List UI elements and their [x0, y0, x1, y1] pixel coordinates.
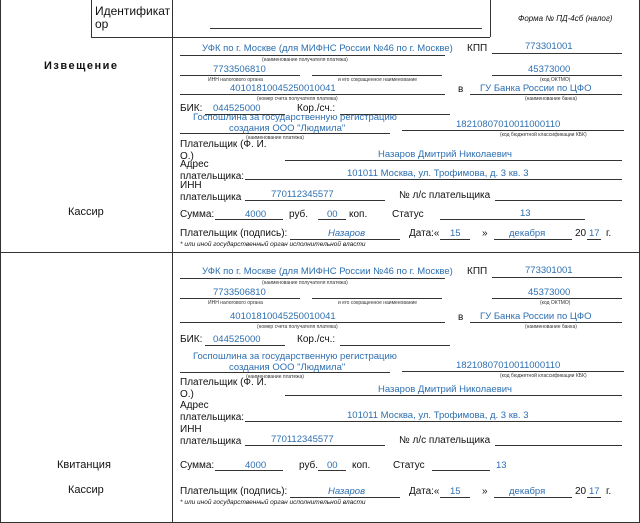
recipient-value: УФК по г. Москве (для МИФНС России №46 по г. Москве) [202, 43, 453, 54]
status-value: 13 [520, 208, 531, 219]
inn-value: 7733506810 [213, 64, 266, 75]
month-value: декабря [509, 228, 546, 239]
recipient-value-2: УФК по г. Москве (для МИФНС России №46 по г. Москве) [202, 266, 453, 277]
signature-value-2: Назаров [328, 486, 366, 497]
kvitanciya-label: Квитанция [57, 459, 111, 471]
sum-rub-value-2: 4000 [245, 460, 267, 471]
address-value: 101011 Москва, ул. Трофимова, д. 3 кв. 3 [347, 168, 529, 179]
ident-line [210, 28, 482, 29]
kbk-value-2: 18210807010011000110 [456, 360, 561, 371]
kpp-value: 773301001 [525, 41, 573, 52]
sum-kop-value-2: 00 [327, 460, 338, 471]
day-value: 15 [450, 228, 461, 239]
ident-box-bottom [91, 37, 490, 38]
sum-kop-value: 00 [327, 209, 338, 220]
sum-rub-value: 4000 [245, 209, 267, 220]
form-number: Форма № ПД-4сб (налог) [518, 14, 613, 23]
payer-name-value: Назаров Дмитрий Николаевич [378, 149, 513, 160]
bank-value-2: ГУ Банка России по ЦФО [480, 311, 592, 322]
year-value: 17 [589, 228, 600, 239]
korsch-label: Кор./сч.: [297, 103, 336, 114]
ident-box-right [490, 0, 491, 37]
address-value-2: 101011 Москва, ул. Трофимова, д. 3 кв. 3 [347, 410, 529, 421]
month-value-2: декабря [509, 486, 546, 497]
ident-box-left [91, 0, 92, 37]
kbk-value: 18210807010011000110 [456, 119, 561, 130]
kpp-label: КПП [467, 43, 488, 54]
account-value-2: 40101810045250010041 [230, 311, 336, 322]
year-value-2: 17 [589, 486, 600, 497]
payer-inn-value-2: 770112345577 [271, 434, 334, 445]
inn-value-2: 7733506810 [213, 287, 266, 298]
kassir-label: Кассир [68, 206, 104, 218]
ident-label: Идентификат [95, 4, 171, 18]
kassir-label-2: Кассир [68, 484, 104, 496]
payment-value-1: Госпошлина за государственную регистрацию [193, 112, 397, 123]
payment-value-2: создания ООО "Людмила" [229, 123, 346, 134]
footnote-2: * или иной государственный орган исполнительной власти [180, 499, 366, 506]
izveshchenie-label: Извещение [44, 60, 119, 72]
payer-name-value-2: Назаров Дмитрий Николаевич [378, 384, 513, 395]
payment-value-2b: создания ООО "Людмила" [229, 362, 346, 373]
bik-label: БИК: [180, 103, 203, 114]
day-value-2: 15 [450, 486, 461, 497]
footnote: * или иной государственный орган исполнительной власти [180, 241, 366, 248]
column-divider [172, 0, 173, 523]
payment-value-2a: Госпошлина за государственную регистрацию [193, 351, 397, 362]
bik-value: 044525000 [213, 103, 261, 114]
oktmo-value: 45373000 [528, 64, 571, 75]
kpp-value-2: 773301001 [525, 265, 573, 276]
frame-left [0, 0, 1, 523]
bik-value-2: 044525000 [213, 334, 261, 345]
account-value: 40101810045250010041 [230, 83, 336, 94]
bank-value: ГУ Банка России по ЦФО [480, 83, 592, 94]
payer-inn-value: 770112345577 [271, 189, 334, 200]
oktmo-value-2: 45373000 [528, 287, 571, 298]
status-value-2: 13 [496, 460, 507, 471]
ident-label-2: ор [95, 17, 109, 31]
signature-value: Назаров [328, 228, 366, 239]
section-divider [0, 252, 640, 253]
